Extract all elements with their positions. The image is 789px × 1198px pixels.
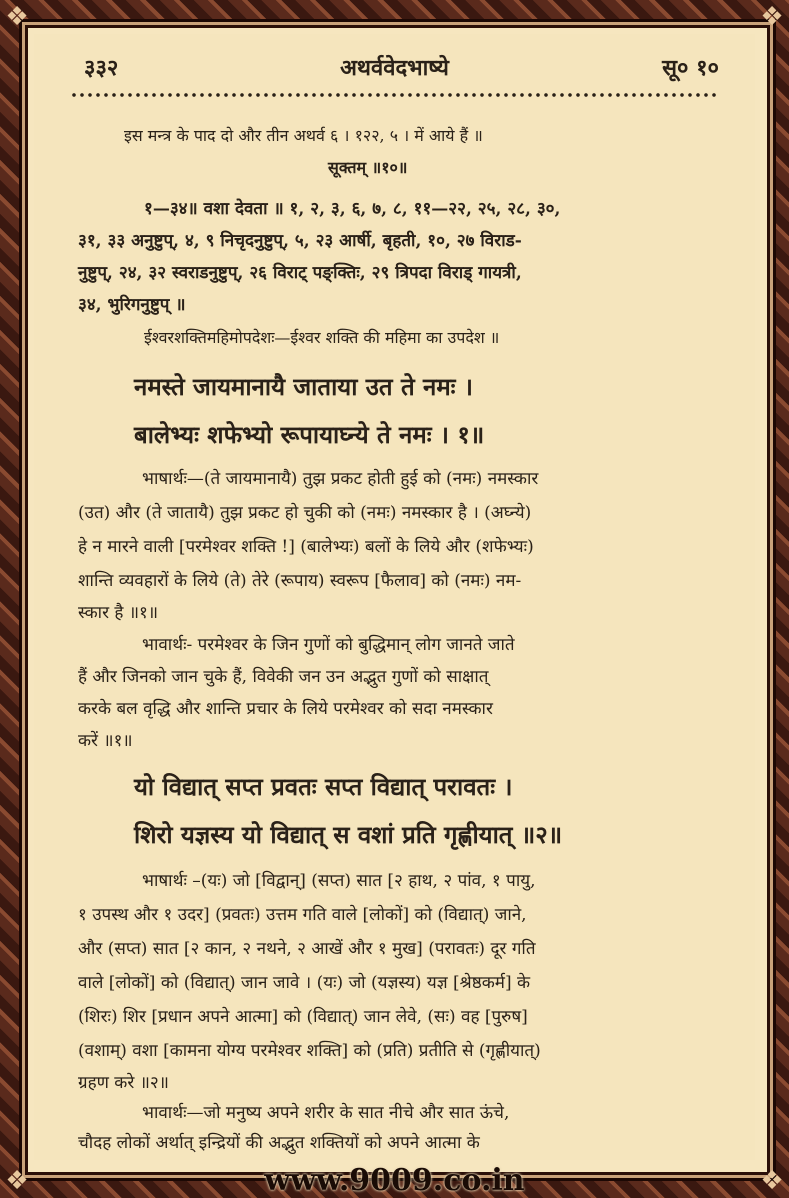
mantra-line: नमस्ते जायमानायै जाताया उत ते नमः । [134, 372, 473, 401]
text-line: और (सप्त) सात [२ कान, २ नथने, २ आखें और १ मुख] (परावतः) दूर गति [78, 939, 536, 959]
text-line: वाले [लोकों] को (विद्यात्) जान जावे । (यः) जो (यज्ञस्य) यज्ञ [श्रेष्ठकर्म] के [78, 973, 531, 993]
text-line: नुष्टुप्, २४, ३२ स्वराडनुष्टुप्, २६ विराट् पङ्क्तिः, २९ त्रिपदा विराड् गायत्री, [78, 263, 522, 283]
text-line: १ उपस्थ और १ उदर] (प्रवतः) उत्तम गति वाले [लोकों] को (विद्यात्) जाने, [78, 905, 527, 925]
text-line: १—३४॥ वशा देवता ॥ १, २, ३, ६, ७, ८, ११—२२, २५, २८, ३०, [144, 199, 561, 219]
header-dotted-rule [70, 92, 720, 98]
mantra-line: यो विद्यात् सप्त प्रवतः सप्त विद्यात् परावतः । [134, 772, 513, 801]
text-line: (वशाम्) वशा [कामना योग्य परमेश्वर शक्ति] को (प्रति) प्रतीति से (गृह्णीयात्) [78, 1041, 541, 1061]
book-page [34, 34, 755, 1160]
text-line: (शिरः) शिर [प्रधान अपने आत्मा] को (विद्यात्) जान लेवे, (सः) वह [पुरुष] [78, 1007, 528, 1027]
text-line: स्कार है ॥१॥ [78, 603, 159, 623]
corner-ornament-icon: ❖ [760, 2, 784, 31]
text-line: भाषार्थः—(ते जायमानायै) तुझ प्रकट होती हुई को (नमः) नमस्कार [142, 469, 539, 489]
watermark-url: www.9009.co.in [264, 1163, 525, 1198]
corner-ornament-icon: ❖ [5, 2, 29, 31]
sukta-heading: सूक्तम् ॥१०॥ [328, 158, 408, 177]
text-line: (उत) और (ते जातायै) तुझ प्रकट हो चुकी को (नमः) नमस्कार है । (अघ्न्ये) [78, 503, 532, 523]
corner-ornament-icon: ❖ [760, 1166, 784, 1195]
text-line: ३४, भुरिगनुष्टुप् ॥ [78, 295, 186, 315]
mantra-line: शिरो यज्ञस्य यो विद्यात् स वशां प्रति गृह्णीयात् ॥२॥ [134, 820, 563, 849]
text-line: ३१, ३३ अनुष्टुप्, ४, ९ निचृदनुष्टुप्, ५, २३ आर्षी, बृहती, १०, २७ विराड- [78, 231, 522, 251]
text-line: ईश्वरशक्तिमहिमोपदेशः—ईश्वर शक्ति की महिमा का उपदेश ॥ [144, 328, 500, 347]
text-line: चौदह लोकों अर्थात् इन्द्रियों की अद्भुत शक्तियों को अपने आत्मा के [78, 1133, 480, 1153]
text-line: भावार्थः—जो मनुष्य अपने शरीर के सात नीचे और सात ऊंचे, [142, 1103, 510, 1123]
text-line: हैं और जिनको जान चुके हैं, विवेकी जन उन अद्भुत गुणों को साक्षात् [78, 667, 489, 687]
text-line: इस मन्त्र के पाद दो और तीन अथर्व ६ । १२२, ५ । में आये हैं ॥ [124, 126, 483, 145]
text-line: ग्रहण करे ॥२॥ [78, 1073, 169, 1093]
text-line: करके बल वृद्धि और शान्ति प्रचार के लिये परमेश्वर को सदा नमस्कार [78, 699, 493, 719]
text-line: हे न मारने वाली [परमेश्वर शक्ति !] (बालेभ्यः) बलों के लिये और (शफेभ्यः) [78, 537, 534, 557]
text-line: शान्ति व्यवहारों के लिये (ते) तेरे (रूपाय) स्वरूप [फैलाव] को (नमः) नम- [78, 571, 522, 591]
sukta-reference: सू० १० [662, 55, 719, 81]
book-title: अथर्ववेदभाष्ये [340, 55, 449, 81]
page-number: ३३२ [84, 55, 119, 81]
text-line: भावार्थः- परमेश्वर के जिन गुणों को बुद्धिमान् लोग जानते जाते [142, 635, 515, 655]
corner-ornament-icon: ❖ [5, 1166, 29, 1195]
text-line: भाषार्थः –(यः) जो [विद्वान्] (सप्त) सात [२ हाथ, २ पांव, १ पायु, [142, 871, 536, 891]
mantra-line: बालेभ्यः शफेभ्यो रूपायाघ्न्ये ते नमः । १॥ [134, 420, 485, 449]
text-line: करें ॥१॥ [78, 731, 133, 751]
